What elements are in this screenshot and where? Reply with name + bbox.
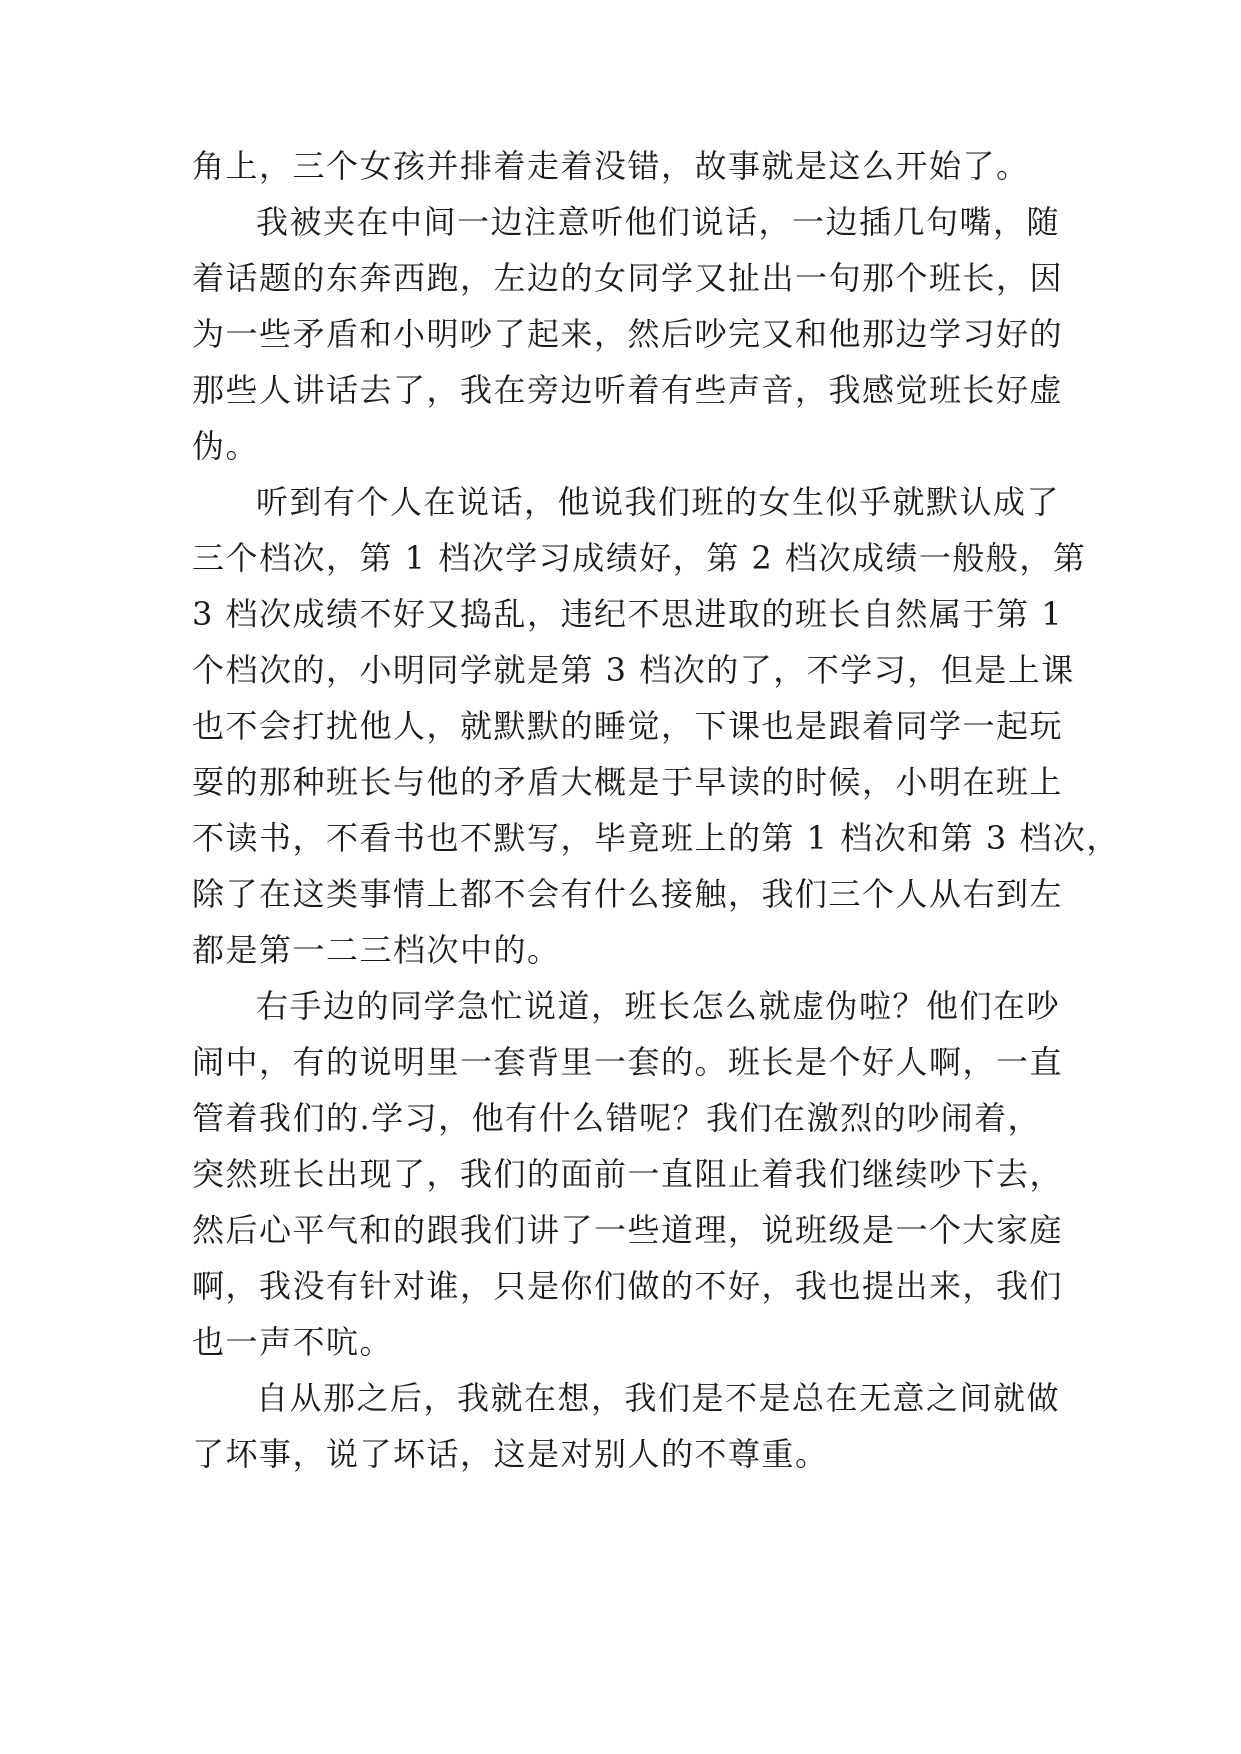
text-line: 闹中，有的说明里一套背里一套的。班长是个好人啊，一直: [192, 1043, 1064, 1081]
text-line: 耍的那种班长与他的矛盾大概是于早读的时候，小明在班上: [192, 763, 1064, 801]
text-line: 管着我们的.学习，他有什么错呢？我们在激烈的吵闹着，: [192, 1099, 1042, 1137]
text-line: 也不会打扰他人，就默默的睡觉，下课也是跟着同学一起玩: [192, 707, 1064, 745]
text-line: 了坏事，说了坏话，这是对别人的不尊重。: [192, 1435, 829, 1473]
paragraph-start-line: 听到有个人在说话，他说我们班的女生似乎就默认成了: [256, 483, 1061, 521]
text-line: 不读书，不看书也不默写，毕竟班上的第 1 档次和第 3 档次，: [192, 819, 1120, 857]
text-line: 三个档次，第 1 档次学习成绩好，第 2 档次成绩一般般，第: [192, 539, 1087, 577]
paragraph-start-line: 自从那之后，我就在想，我们是不是总在无意之间就做: [256, 1379, 1061, 1417]
text-line: 为一些矛盾和小明吵了起来，然后吵完又和他那边学习好的: [192, 315, 1064, 353]
text-line: 突然班长出现了，我们的面前一直阻止着我们继续吵下去，: [192, 1155, 1064, 1193]
text-line: 除了在这类事情上都不会有什么接触，我们三个人从右到左: [192, 875, 1064, 913]
text-line: 个档次的，小明同学就是第 3 档次的了，不学习，但是上课: [192, 651, 1075, 689]
text-line: 角上，三个女孩并排着走着没错，故事就是这么开始了。: [192, 147, 1030, 185]
paragraph-start-line: 我被夹在中间一边注意听他们说话，一边插几句嘴，随: [256, 203, 1061, 241]
text-line: 也一声不吭。: [192, 1323, 394, 1361]
text-line: 伪。: [192, 427, 260, 465]
text-line: 都是第一二三档次中的。: [192, 931, 561, 969]
text-line: 然后心平气和的跟我们讲了一些道理，说班级是一个大家庭: [192, 1211, 1064, 1249]
paragraph-start-line: 右手边的同学急忙说道，班长怎么就虚伪啦？他们在吵: [256, 987, 1061, 1025]
text-line: 着话题的东奔西跑，左边的女同学又扯出一句那个班长，因: [192, 259, 1064, 297]
text-line: 3 档次成绩不好又捣乱，违纪不思进取的班长自然属于第 1: [192, 595, 1064, 633]
text-line: 那些人讲话去了，我在旁边听着有些声音，我感觉班长好虚: [192, 371, 1064, 409]
text-line: 啊，我没有针对谁，只是你们做的不好，我也提出来，我们: [192, 1267, 1064, 1305]
